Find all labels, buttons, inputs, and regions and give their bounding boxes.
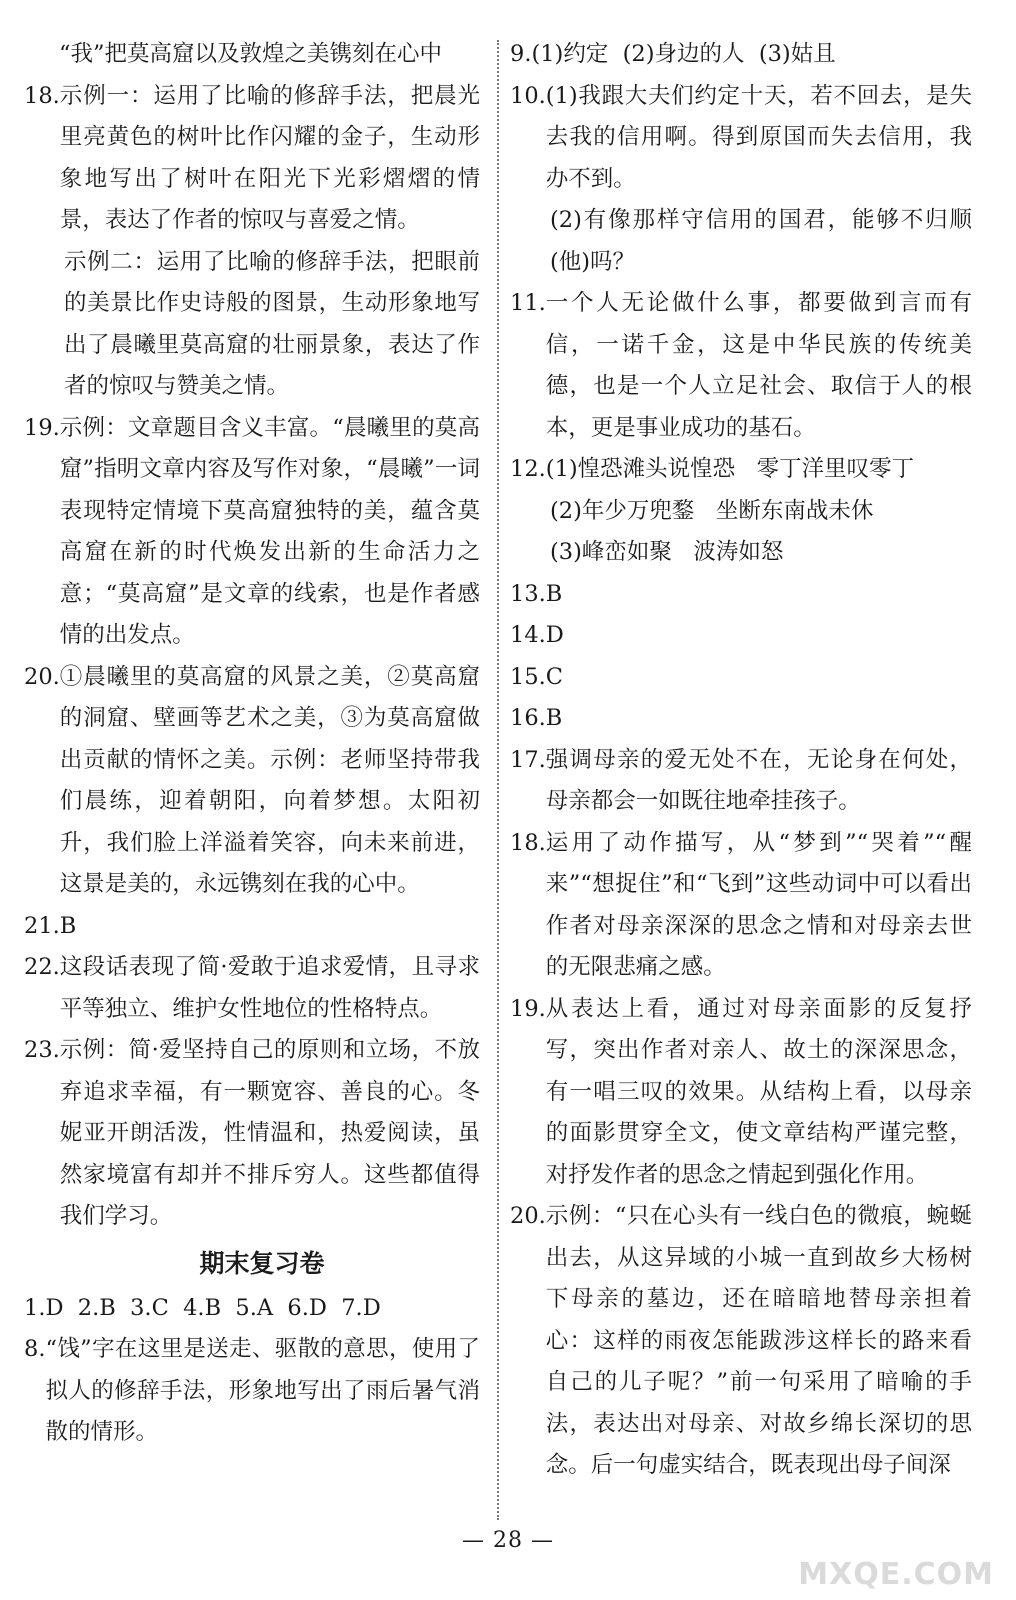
- answer-text: D: [545, 622, 564, 648]
- answer-10: [510, 76, 972, 201]
- question-number: 8.: [24, 1336, 46, 1362]
- answer-12-line-3: (3)峰峦如聚 波涛如怒: [550, 539, 784, 565]
- answer-19: [24, 408, 480, 657]
- answer-text: B: [59, 912, 77, 939]
- answer-text: B: [545, 580, 563, 607]
- answer-20: [24, 657, 480, 906]
- question-number: 17.: [510, 746, 546, 773]
- answer-text: 这段话表现了简·爱敢于追求爱情，且寻求平等独立、维护女性地位的性格特点。: [59, 954, 480, 1022]
- question-number: 19.: [24, 414, 60, 441]
- answer-11: [510, 283, 972, 449]
- question-number: 11.: [510, 290, 546, 316]
- intro-line: “我”把莫高窟以及敦煌之美镌刻在心中: [59, 41, 443, 67]
- question-number: 21.: [24, 912, 60, 939]
- answer-13: [510, 574, 972, 616]
- answer-text: 示例：简·爱坚持自己的原则和立场，不放弃追求幸福，有一颗宽容、善良的心。冬妮亚开朗活泼，性情温和，热爱阅读，虽然家境富有却并不排斥穷人。这些都值得我们学习。: [59, 1037, 480, 1229]
- right-column: [510, 34, 972, 1487]
- question-number: 16.: [510, 705, 546, 731]
- answer-text: 一个人无论做什么事，都要做到言而有信，一诺千金，这是中华民族的传统美德，也是一个人立足社会、取信于人的根本，更是事业成功的基石。: [545, 290, 972, 441]
- question-number: 14.: [510, 622, 546, 648]
- answer-15: [510, 657, 972, 699]
- answer-text: C: [545, 663, 564, 690]
- answer-16: [510, 698, 972, 740]
- answer-text: “饯”字在这里是送走、驱散的意思，使用了拟人的修辞手法，形象地写出了雨后暑气消散的情形。: [45, 1336, 480, 1445]
- answer-text: 从表达上看，通过对母亲面影的反复抒写，突出作者对亲人、故土的深深思念，有一唱三叹的效果。从结构上看，以母亲的面影贯穿全文，使文章结构严谨完整，对抒发作者的思念之情起到强化作用。: [545, 995, 972, 1188]
- answer-text: (1)惶恐滩头说惶恐 零丁洋里叹零丁: [545, 456, 915, 482]
- left-column: [24, 34, 480, 1454]
- answer-text: 示例：“只在心头有一线白色的微痕，蜿蜒出去，从这异域的小城一直到故乡大杨树下母亲的墓边，还在暗暗地替母亲担着心：这样的雨夜怎能跋涉这样长的路来看自己的儿子呢？”前一句采用了暗喻的手法，表达出对母亲、对故乡绵长深切的思念。后一句虚实结合，既表现出母子间深: [545, 1203, 972, 1478]
- answer-18-example-2: 示例二：运用了比喻的修辞手法，把眼前的美景比作史诗般的图景，生动形象地写出了晨曦里莫高窟的壮丽景象，表达了作者的惊叹与赞美之情。: [64, 248, 480, 399]
- question-number: 20.: [510, 1203, 546, 1229]
- answer-9: [510, 34, 972, 76]
- section-title: 期末复习卷: [199, 1248, 325, 1278]
- multiple-choice-answers: 1.D 2.B 3.C 4.B 5.A 6.D 7.D: [24, 1294, 381, 1321]
- question-number: 13.: [510, 580, 546, 607]
- answer-22: [24, 947, 480, 1030]
- answer-23: [24, 1030, 480, 1238]
- answer-18: [510, 823, 972, 989]
- answer-21: [24, 906, 480, 948]
- watermark-logo: MXQE.COM: [798, 1557, 994, 1592]
- question-number: 23.: [24, 1037, 60, 1063]
- answer-text: 示例：文章题目含义丰富。“晨曦里的莫高窟”指明文章内容及写作对象，“晨曦”一词表现特定情境下莫高窟独特的美，蕴含莫高窟在新的时代焕发出新的生命活力之意；“莫高窟”是文章的线索，也是作者感情的出发点。: [59, 414, 480, 648]
- question-number: 10.: [510, 82, 546, 109]
- question-number: 18.: [510, 829, 546, 856]
- answer-18: [24, 76, 480, 242]
- answer-text: ①晨曦里的莫高窟的风景之美，②莫高窟的洞窟、壁画等艺术之美，③为莫高窟做出贡献的情怀之美。示例：老师坚持带我们晨练，迎着朝阳，向着梦想。太阳初升，我们脸上洋溢着笑容，向未来前进，这景是美的，永远镌刻在我的心中。: [59, 663, 480, 897]
- question-number: 22.: [24, 954, 60, 980]
- question-number: 9.: [510, 41, 532, 67]
- answer-19: [510, 989, 972, 1197]
- answer-14: [510, 615, 972, 657]
- answer-text: 运用了动作描写，从“梦到”“哭着”“醒来”“想捉住”和“飞到”这些动词中可以看出作者对母亲深深的思念之情和对母亲去世的无限悲痛之感。: [545, 829, 972, 980]
- answer-text: 强调母亲的爱无处不在，无论身在何处，母亲都会一如既往地牵挂孩子。: [545, 746, 972, 814]
- answer-text: (1)约定 (2)身边的人 (3)姑且: [531, 41, 836, 67]
- answer-12-line-2: (2)年少万兜鍪 坐断东南战未休: [550, 497, 874, 524]
- answer-10-part-2: (2)有像那样守信用的国君，能够不归顺(他)吗？: [550, 207, 972, 275]
- answer-text: B: [545, 705, 563, 731]
- column-divider: [497, 40, 499, 1520]
- answer-12: [510, 449, 972, 491]
- question-number: 15.: [510, 663, 546, 690]
- answer-text: (1)我跟大夫们约定十天，若不回去，是失去我的信用啊。得到原国而失去信用，我办不到。: [545, 82, 972, 192]
- answer-20: [510, 1196, 972, 1487]
- page-number: — 28 —: [462, 1528, 554, 1553]
- answer-8: [24, 1329, 480, 1454]
- question-number: 20.: [24, 663, 60, 690]
- answer-17: [510, 740, 972, 823]
- question-number: 12.: [510, 456, 546, 482]
- answer-text: 示例一：运用了比喻的修辞手法，把晨光里亮黄色的树叶比作闪耀的金子，生动形象地写出了树叶在阳光下光彩熠熠的情景，表达了作者的惊叹与喜爱之情。: [59, 82, 480, 233]
- question-number: 19.: [510, 995, 546, 1022]
- question-number: 18.: [24, 82, 60, 109]
